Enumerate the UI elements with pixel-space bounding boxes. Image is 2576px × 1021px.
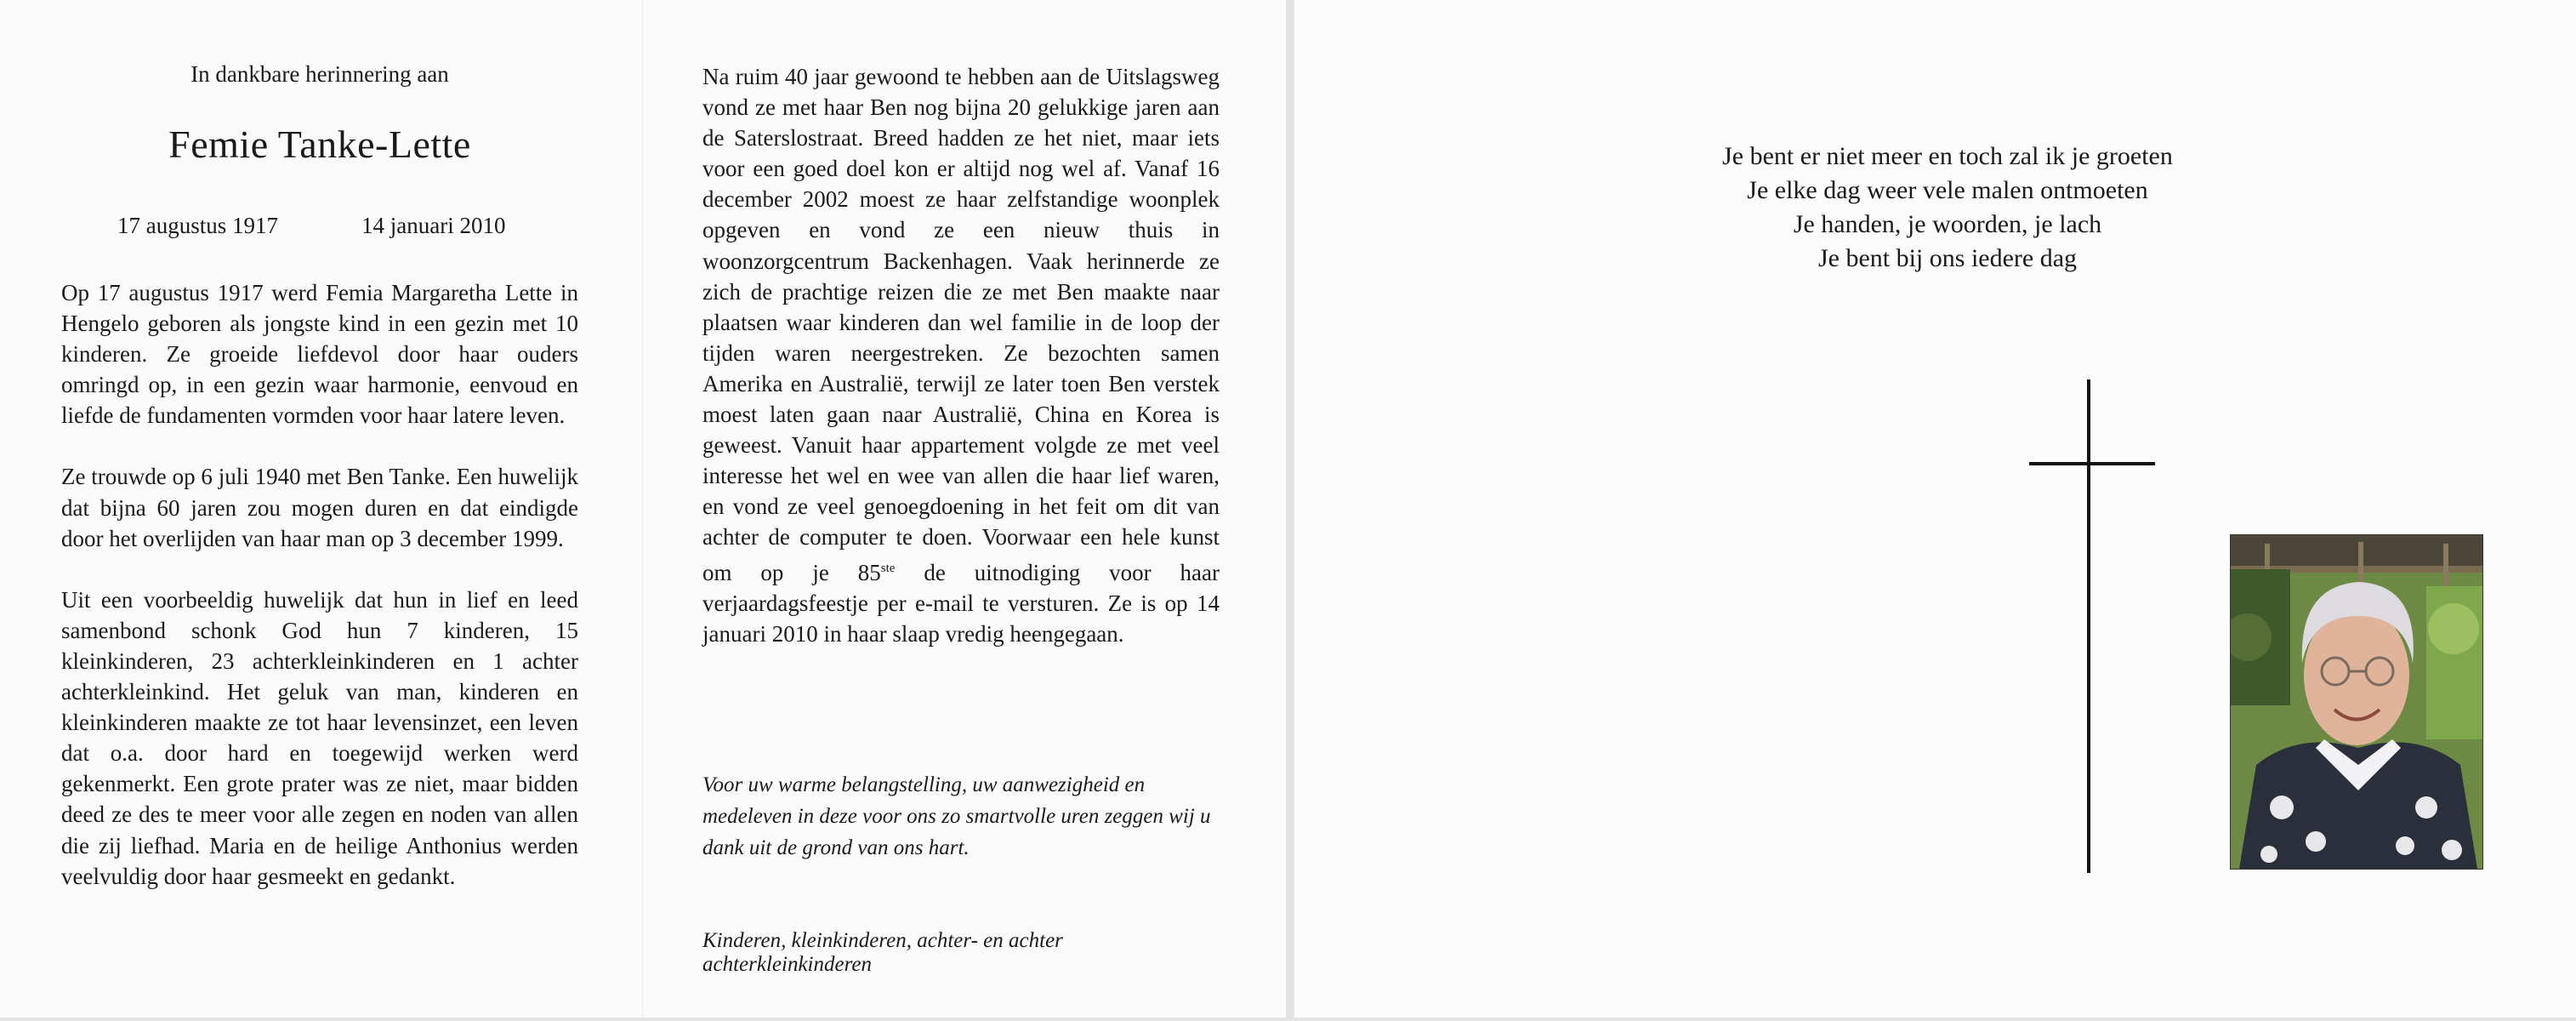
biography-text: Na ruim 40 jaar gewoond te hebben aan de Uitslagsweg vond ze met haar Ben nog bijna 20 gelukkige jaren aan de Saterslostraat. Breed hadden ze het niet, maar iets voor een goed doel kon er altijd nog wel af. Vanaf 16 december 2002 moest ze haar zelfstandige woonplek opgeven en vond ze een nieuw thuis in woonzorgcentrum Backenhagen. Vaak herinnerde ze zich de prachtige reizen die ze met Ben maakte naar plaatsen waar kinderen dan wel familie in de loop der tijden waren neergestreken. Ze bezochten samen Amerika en Australië, terwijl ze later toen Ben verstek moest laten gaan naar Australië, China en Korea is geweest. Vanuit haar appartement volgde ze met veel interesse het wel en wee van allen die haar lief waren, en vond ze veel genoegdoening in het feit om dit van achter de computer te doen. Voorwaar een hele kunst om op je 85: [702, 64, 1220, 585]
intro-text: In dankbare herinnering aan: [190, 61, 449, 87]
poem-line: Je bent bij ons iedere dag: [1817, 244, 2078, 272]
biography-column-right: [702, 61, 1220, 649]
cross-icon: [2029, 379, 2155, 873]
biography-paragraph: Ze trouwde op 6 juli 1940 met Ben Tanke. Een huwelijk dat bijna 60 jaren zou mogen duren en dat eindigde door het overlijden van haar man op 3 december 1999.: [61, 464, 578, 551]
fold-line: [642, 0, 643, 1018]
signature-text: Kinderen, kleinkinderen, achter- en achter achterkleinkinderen: [702, 929, 1063, 976]
poem: [1624, 140, 2271, 276]
biography-paragraph: Op 17 augustus 1917 werd Femia Margaretha Lette in Hengelo geboren als jongste kind in een gezin met 10 kinderen. Ze groeide liefdevol door haar ouders omringd op, in een gezin waar harmonie, eenvoud en liefde de fundamenten vormden voor haar latere leven.: [61, 280, 578, 429]
biography-column-left: [61, 277, 578, 892]
birth-date: 17 augustus 1917: [117, 213, 278, 238]
biography-paragraph: [702, 61, 1220, 649]
deceased-name: Femie Tanke-Lette: [168, 123, 471, 166]
thanks-text: Voor uw warme belangstelling, uw aanwezigheid en medeleven in deze voor ons zo smartvolle uren zeggen wij u dank uit de grond van ons hart.: [702, 773, 1211, 859]
poem-line: Je bent er niet meer en toch zal ik je groeten: [1722, 142, 2173, 170]
poem-line: Je handen, je woorden, je lach: [1793, 210, 2102, 238]
biography-paragraph: Uit een voorbeeldig huwelijk dat hun in lief en leed samenbond schonk God hun 7 kinderen, 15 kleinkinderen, 23 achterkleinkinderen en 1 achter achterkleinkind. Het geluk van man, kinderen en kleinkinderen maakte ze tot haar levensinzet, een leven dat o.a. door hard en toegewijd werken werd gekenmerkt. Een grote prater was ze niet, maar bidden deed ze des te meer voor alle zegen en noden van allen die zij liefhad. Maria en de heilige Anthonius werden veelvuldig door haar gesmeekt en gedankt.: [61, 586, 578, 889]
poem-line: Je elke dag weer vele malen ontmoeten: [1747, 176, 2148, 204]
biography-text: de uitnodiging voor haar verjaardagsfeestje per e-mail te versturen. Ze is op 14 januari 2010 in haar slaap vredig heengegaan.: [702, 559, 1220, 647]
portrait-photo: [2230, 534, 2483, 870]
death-date: 14 januari 2010: [361, 213, 506, 238]
ordinal-suffix: ste: [880, 561, 896, 575]
